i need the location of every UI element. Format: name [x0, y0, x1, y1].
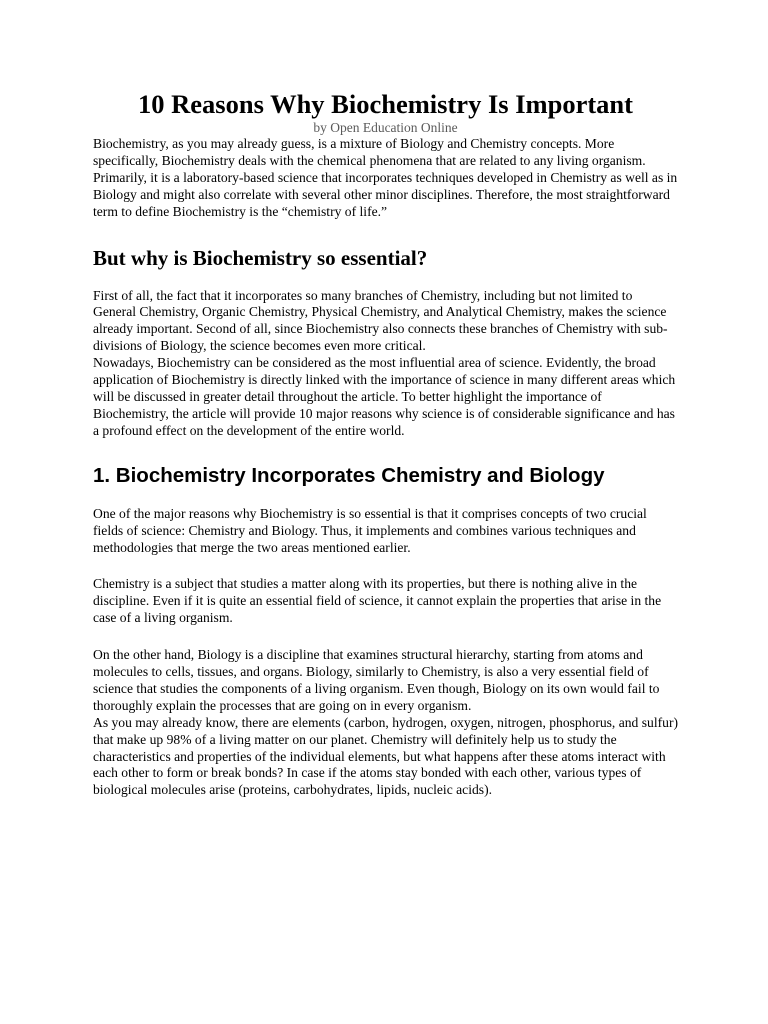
heading-why-essential: But why is Biochemistry so essential?	[93, 245, 428, 270]
section-1-paragraph-1: One of the major reasons why Biochemistry is so essential is that it comprises concepts of two crucial fields of science: Chemistry and Biology. Thus, it implements and combines various techniques and methodologies that merge the two areas mentioned earlier.	[93, 505, 647, 555]
essential-paragraph-2: Nowadays, Biochemistry can be considered as the most influential area of science. Evidently, the broad application of Biochemistry is directly linked with the importance of science in many different areas which will be discussed in greater detail throughout the article. To better highlight the importance of Biochemistry, the article will provide 10 major reasons why science is of considerable significance and has a profound effect on the development of the entire world.	[93, 355, 676, 438]
article-title: 10 Reasons Why Biochemistry Is Important	[138, 89, 633, 119]
section-1-paragraph-2: Chemistry is a subject that studies a matter along with its properties, but there is nothing alive in the discipline. Even if it is quite an essential field of science, it cannot explain the properties that arise in the case of a living organism.	[93, 576, 662, 626]
article-byline: by Open Education Online	[313, 120, 458, 135]
intro-paragraph: Biochemistry, as you may already guess, is a mixture of Biology and Chemistry concepts. More specifically, Biochemistry deals with the chemical phenomena that are related to any living organism. Primarily, it is a laboratory-based science that incorporates techniques developed in Chemistry as well as in Biology and might also correlate with several other minor disciplines. Therefore, the most straightforward term to define Biochemistry is the “chemistry of life.”	[93, 136, 678, 219]
document-page	[93, 88, 678, 799]
heading-section-1: 1. Biochemistry Incorporates Chemistry and Biology	[93, 463, 605, 487]
section-1-paragraph-4: As you may already know, there are elements (carbon, hydrogen, oxygen, nitrogen, phosphorus, and sulfur) that make up 98% of a living matter on our planet. Chemistry will definitely help us to study the characteristics and properties of the individual elements, but what happens after these atoms interact with each other to form or break bonds? In case if the atoms stay bonded with each other, various types of biological molecules arise (proteins, carbohydrates, lipids, nucleic acids).	[93, 714, 678, 798]
essential-paragraph-1: First of all, the fact that it incorporates so many branches of Chemistry, including but not limited to General Chemistry, Organic Chemistry, Physical Chemistry, and Analytical Chemistry, makes the science already important. Second of all, since Biochemistry also connects these branches of Chemistry with sub-divisions of Biology, the science becomes even more critical.	[93, 287, 668, 354]
section-1-paragraph-3: On the other hand, Biology is a discipline that examines structural hierarchy, starting from atoms and molecules to cells, tissues, and organs. Biology, similarly to Chemistry, is also a very essential field of science that studies the components of a living organism. Even though, Biology on its own would fail to thoroughly explain the processes that are going on in every organism.	[93, 647, 660, 713]
